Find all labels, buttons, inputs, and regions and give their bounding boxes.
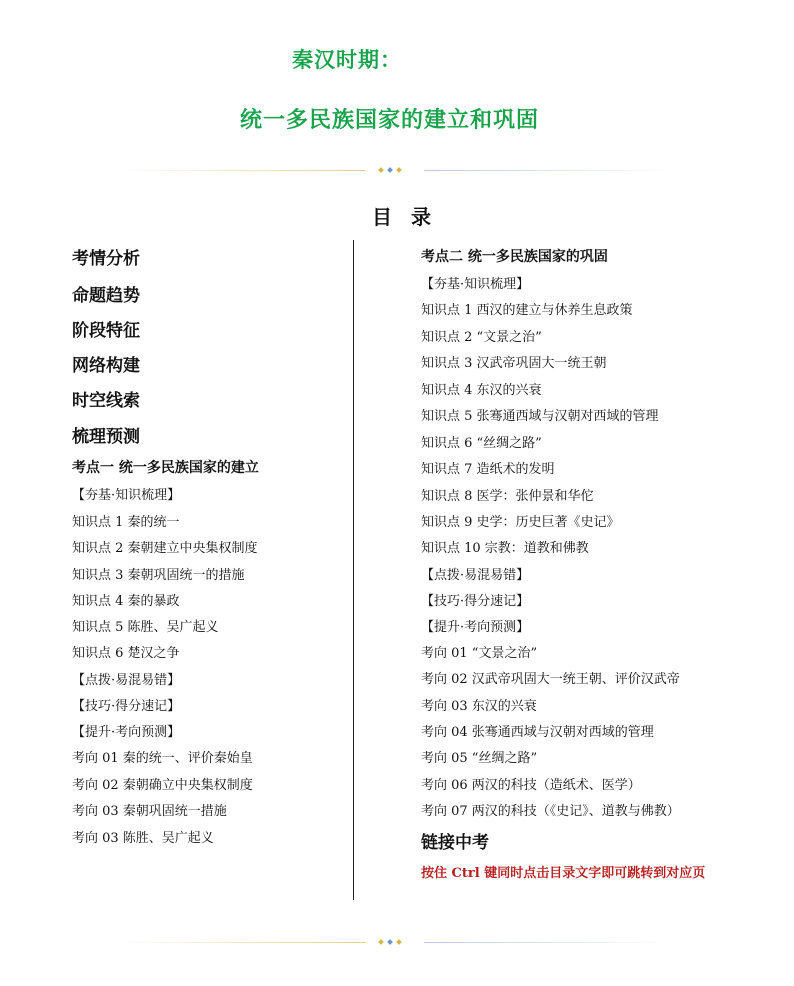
toc-entry[interactable]: 考向 01 “文景之治” xyxy=(421,646,538,661)
toc-entry[interactable]: 知识点 5 陈胜、吴广起义 xyxy=(72,620,219,635)
top-divider xyxy=(116,165,676,175)
toc-entry[interactable]: 【点拨·易混易错】 xyxy=(421,568,530,583)
toc-entry[interactable]: 考向 02 汉武帝巩固大一统王朝、评价汉武帝 xyxy=(421,672,680,687)
toc-entry[interactable]: 知识点 10 宗教：道教和佛教 xyxy=(421,541,589,556)
column-divider xyxy=(353,240,354,900)
toc-entry[interactable]: 知识点 8 医学：张仲景和华佗 xyxy=(421,489,594,504)
toc-entry[interactable]: 【提升·考向预测】 xyxy=(421,620,530,635)
toc-entry[interactable]: 知识点 9 史学：历史巨著《史记》 xyxy=(421,515,620,530)
toc-section[interactable]: 时空线索 xyxy=(72,391,140,411)
toc-entry[interactable]: 【提升·考向预测】 xyxy=(72,725,181,740)
toc-entry[interactable]: 考向 03 东汉的兴衰 xyxy=(421,699,537,714)
toc-kaodian-1[interactable]: 考点一 统一多民族国家的建立 xyxy=(72,460,259,476)
toc-section[interactable]: 阶段特征 xyxy=(72,321,140,341)
toc-entry[interactable]: 考向 01 秦的统一、评价秦始皇 xyxy=(72,751,253,766)
toc-entry[interactable]: 知识点 3 汉武帝巩固大一统王朝 xyxy=(421,356,607,371)
toc-kaodian-2[interactable]: 考点二 统一多民族国家的巩固 xyxy=(421,249,608,265)
toc-entry[interactable]: 考向 02 秦朝确立中央集权制度 xyxy=(72,778,253,793)
ctrl-click-note: 按住 Ctrl 键同时点击目录文字即可跳转到对应页 xyxy=(421,866,706,881)
document-title-line1: 秦汉时期： xyxy=(292,48,402,72)
toc-entry[interactable]: 知识点 2 “文景之治” xyxy=(421,330,542,345)
toc-section[interactable]: 网络构建 xyxy=(72,356,140,376)
toc-entry[interactable]: 【点拨·易混易错】 xyxy=(72,673,181,688)
toc-entry[interactable]: 知识点 2 秦朝建立中央集权制度 xyxy=(72,541,258,556)
toc-section[interactable]: 梳理预测 xyxy=(72,427,140,447)
toc-entry[interactable]: 考向 05 “丝绸之路” xyxy=(421,751,538,766)
toc-title: 目 录 xyxy=(372,205,437,229)
document-title-line2: 统一多民族国家的建立和巩固 xyxy=(240,108,540,133)
toc-entry[interactable]: 知识点 4 秦的暴政 xyxy=(72,594,180,609)
toc-entry[interactable]: 考向 07 两汉的科技（《史记》、道教与佛教） xyxy=(421,804,680,819)
toc-section[interactable]: 命题趋势 xyxy=(72,286,140,306)
bottom-divider xyxy=(116,937,676,947)
toc-entry[interactable]: 知识点 6 楚汉之争 xyxy=(72,646,180,661)
toc-entry[interactable]: 考向 06 两汉的科技（造纸术、医学） xyxy=(421,778,641,793)
toc-entry[interactable]: 【技巧·得分速记】 xyxy=(421,594,530,609)
toc-entry[interactable]: 【技巧·得分速记】 xyxy=(72,699,181,714)
toc-entry[interactable]: 知识点 1 秦的统一 xyxy=(72,515,180,530)
toc-link-zhongkao[interactable]: 链接中考 xyxy=(421,833,489,853)
toc-entry[interactable]: 考向 03 秦朝巩固统一措施 xyxy=(72,804,227,819)
toc-entry[interactable]: 知识点 3 秦朝巩固统一的措施 xyxy=(72,568,245,583)
toc-section[interactable]: 考情分析 xyxy=(72,249,140,269)
toc-entry[interactable]: 知识点 5 张骞通西域与汉朝对西域的管理 xyxy=(421,409,659,424)
toc-entry[interactable]: 【夯基·知识梳理】 xyxy=(72,488,181,503)
toc-entry[interactable]: 知识点 7 造纸术的发明 xyxy=(421,462,555,477)
toc-entry[interactable]: 知识点 4 东汉的兴衰 xyxy=(421,383,542,398)
toc-entry[interactable]: 知识点 1 西汉的建立与休养生息政策 xyxy=(421,303,633,318)
toc-entry[interactable]: 考向 04 张骞通西域与汉朝对西域的管理 xyxy=(421,725,654,740)
toc-entry[interactable]: 【夯基·知识梳理】 xyxy=(421,277,530,292)
toc-entry[interactable]: 考向 03 陈胜、吴广起义 xyxy=(72,831,214,846)
toc-entry[interactable]: 知识点 6 “丝绸之路” xyxy=(421,436,542,451)
